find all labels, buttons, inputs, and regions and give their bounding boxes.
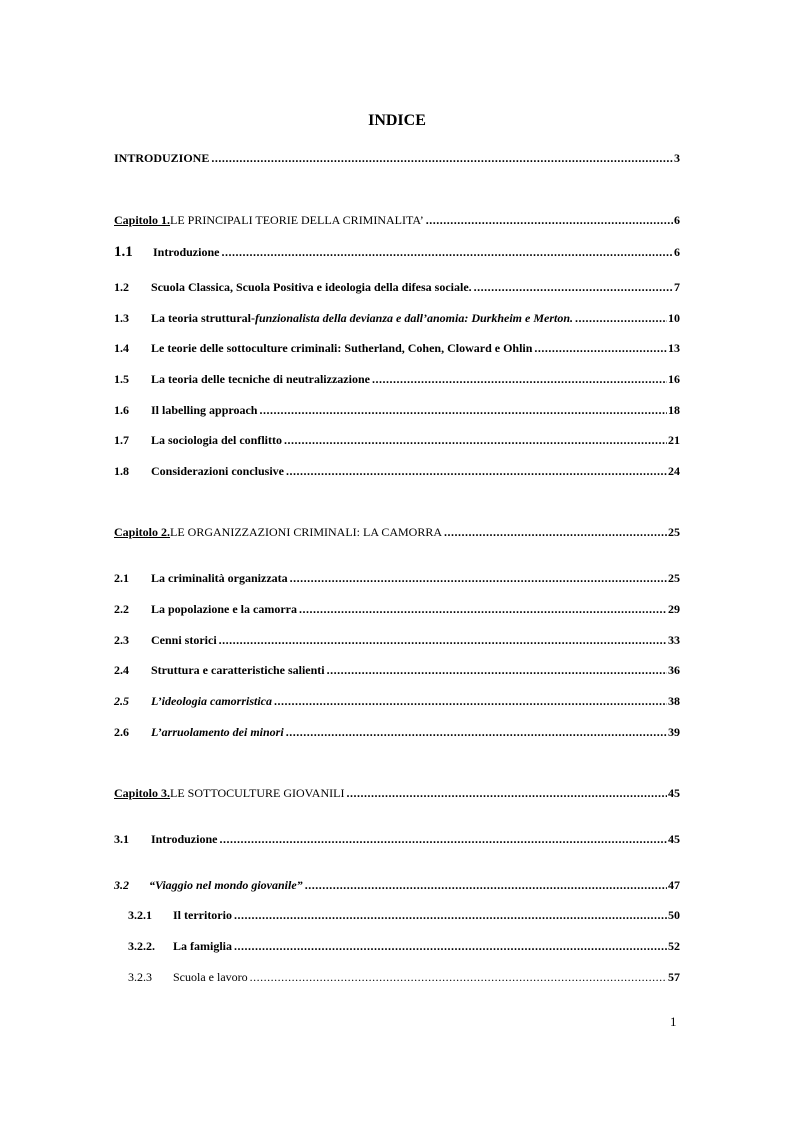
toc-entry-text: Il territorio <box>173 908 232 922</box>
toc-entry-text: Considerazioni conclusive <box>151 464 285 478</box>
toc-entry-text: L’ideologia camorristica <box>151 694 272 708</box>
toc-entry-page: 24 <box>668 464 680 478</box>
page-number: 1 <box>670 1014 677 1029</box>
toc-entry-1-1[interactable] <box>114 244 680 260</box>
toc-entry-page: 52 <box>668 939 680 953</box>
dot-leader <box>221 244 673 260</box>
dot-leader <box>372 371 667 387</box>
dot-leader <box>219 831 667 847</box>
toc-entry-1-8[interactable] <box>114 463 680 479</box>
toc-entry-3-2-1[interactable] <box>128 907 680 923</box>
toc-entry-text: La sociologia del conflitto <box>151 433 282 447</box>
toc-entry-page: 33 <box>668 633 680 647</box>
toc-entry-2-1[interactable] <box>114 570 680 586</box>
dot-leader <box>305 877 667 893</box>
chapter-label: Capitolo 3. <box>114 786 171 800</box>
toc-entry-text: Introduzione <box>153 245 220 259</box>
section-number: 2.6 <box>114 725 129 739</box>
toc-entry-page: 25 <box>668 571 680 585</box>
toc-entry-1-7[interactable] <box>114 432 680 448</box>
dot-leader <box>219 632 667 648</box>
section-number: 3.2.2. <box>128 939 155 953</box>
toc-entry-1-5[interactable] <box>114 371 680 387</box>
toc-entry-2-6[interactable] <box>114 724 680 740</box>
section-number: 2.5 <box>114 694 129 708</box>
toc-entry-text: La famiglia <box>173 939 232 953</box>
section-number: 2.3 <box>114 633 129 647</box>
dot-leader <box>274 693 667 709</box>
dot-leader <box>250 969 667 985</box>
toc-entry-text: LE PRINCIPALI TEORIE DELLA CRIMINALITA’ <box>170 213 424 227</box>
toc-entry-introduzione[interactable] <box>114 150 680 166</box>
section-number: 1.2 <box>114 280 129 294</box>
dot-leader <box>211 150 673 166</box>
toc-entry-page: 6 <box>674 245 680 259</box>
dot-leader <box>426 212 673 228</box>
section-number: 1.4 <box>114 341 129 355</box>
toc-entry-1-4[interactable] <box>114 340 680 356</box>
section-number: 1.5 <box>114 372 129 386</box>
toc-entry-text: La popolazione e la camorra <box>151 602 297 616</box>
toc-entry-text: Scuola e lavoro <box>173 970 248 984</box>
toc-entry-page: 3 <box>674 151 680 165</box>
toc-entry-text: La teoria struttural- <box>151 311 255 325</box>
toc-entry-capitolo-1[interactable] <box>114 212 680 228</box>
section-number: 2.1 <box>114 571 129 585</box>
toc-entry-page: 45 <box>668 832 680 846</box>
dot-leader <box>286 463 667 479</box>
toc-entry-3-2-2[interactable] <box>128 938 680 954</box>
dot-leader <box>234 938 667 954</box>
toc-entry-capitolo-2[interactable] <box>114 524 680 540</box>
section-number: 1.8 <box>114 464 129 478</box>
section-number: 1.6 <box>114 403 129 417</box>
toc-entry-page: 38 <box>668 694 680 708</box>
dot-leader <box>474 279 673 295</box>
dot-leader <box>290 570 667 586</box>
toc-entry-text: La teoria delle tecniche di neutralizzazione <box>151 372 370 386</box>
dot-leader <box>259 402 667 418</box>
toc-entry-page: 25 <box>668 525 680 539</box>
toc-entry-page: 47 <box>668 878 680 892</box>
toc-entry-page: 36 <box>668 663 680 677</box>
toc-entry-1-6[interactable] <box>114 402 680 418</box>
section-number: 1.7 <box>114 433 129 447</box>
toc-entry-capitolo-3[interactable] <box>114 785 680 801</box>
dot-leader <box>299 601 667 617</box>
chapter-label: Capitolo 2. <box>114 525 171 539</box>
toc-entry-3-2-3[interactable] <box>128 969 680 985</box>
toc-entry-3-2[interactable] <box>114 877 680 893</box>
section-number: 1.3 <box>114 311 129 325</box>
toc-entry-text: Il labelling approach <box>151 403 258 417</box>
section-number: 3.2.1 <box>128 908 152 922</box>
toc-entry-page: 21 <box>668 433 680 447</box>
section-number: 3.2.3 <box>128 970 152 984</box>
toc-entry-page: 45 <box>668 786 680 800</box>
toc-entry-page: 16 <box>668 372 680 386</box>
toc-entry-page: 50 <box>668 908 680 922</box>
toc-entry-text: L’arruolamento dei minori <box>151 725 284 739</box>
toc-entry-page: 10 <box>668 311 680 325</box>
toc-entry-text: “Viaggio nel mondo giovanile” <box>149 878 303 892</box>
dot-leader <box>234 907 667 923</box>
section-number: 2.2 <box>114 602 129 616</box>
section-number: 2.4 <box>114 663 129 677</box>
toc-entry-text: Scuola Classica, Scuola Positiva e ideologia della difesa sociale. <box>151 280 472 294</box>
toc-entry-2-3[interactable] <box>114 632 680 648</box>
toc-entry-text: LE ORGANIZZAZIONI CRIMINALI: LA CAMORRA <box>170 525 442 539</box>
toc-entry-2-5[interactable] <box>114 693 680 709</box>
toc-entry-text-italic: funzionalista della devianza e dall’anomia: Durkheim e Merton. <box>254 311 574 325</box>
toc-entry-text: La criminalità organizzata <box>151 571 288 585</box>
toc-entry-2-4[interactable] <box>114 662 680 678</box>
toc-entry-text: Introduzione <box>151 832 218 846</box>
toc-entry-1-2[interactable] <box>114 279 680 295</box>
toc-entry-3-1[interactable] <box>114 831 680 847</box>
dot-leader <box>327 662 667 678</box>
toc-entry-text: LE SOTTOCULTURE GIOVANILI <box>170 786 345 800</box>
toc-entry-2-2[interactable] <box>114 601 680 617</box>
toc-entry-page: 57 <box>668 970 680 984</box>
chapter-label: Capitolo 1. <box>114 213 171 227</box>
toc-entry-text: Cenni storici <box>151 633 217 647</box>
toc-entry-1-3[interactable] <box>114 310 680 326</box>
toc-entry-page: 13 <box>668 341 680 355</box>
dot-leader <box>284 432 667 448</box>
toc-entry-page: 39 <box>668 725 680 739</box>
toc-entry-page: 29 <box>668 602 680 616</box>
dot-leader <box>286 724 667 740</box>
page-title: INDICE <box>368 112 426 129</box>
dot-leader <box>346 785 667 801</box>
toc-entry-page: 18 <box>668 403 680 417</box>
toc-entry-text: INTRODUZIONE <box>114 151 210 165</box>
dot-leader <box>444 524 667 540</box>
toc-entry-text: Le teorie delle sottoculture criminali: Sutherland, Cohen, Cloward e Ohlin <box>151 341 533 355</box>
dot-leader <box>534 340 667 356</box>
toc-entry-page: 7 <box>674 280 680 294</box>
toc-entry-page: 6 <box>674 213 680 227</box>
dot-leader <box>575 310 667 326</box>
section-number: 3.2 <box>114 878 129 892</box>
section-number: 1.1 <box>114 244 133 260</box>
toc-entry-text: Struttura e caratteristiche salienti <box>151 663 325 677</box>
section-number: 3.1 <box>114 832 129 846</box>
